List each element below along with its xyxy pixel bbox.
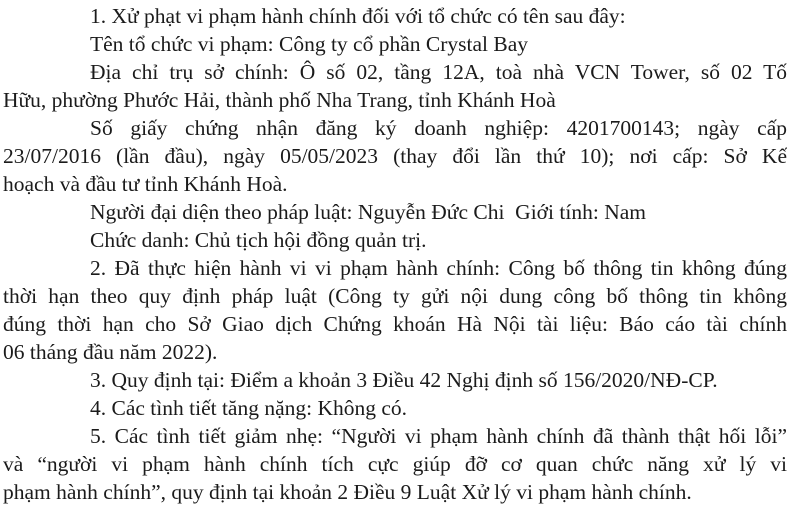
text-line-item-5-3: phạm hành chính”, quy định tại khoản 2 Điều 9 Luật Xử lý vi phạm hành chính. (3, 480, 692, 504)
text-line-registration-2: 23/07/2016 (lần đầu), ngày 05/05/2023 (thay đổi lần thứ 10); nơi cấp: Sở Kế (3, 144, 787, 168)
text-line-registration-1: Số giấy chứng nhận đăng ký doanh nghiệp: 4201700143; ngày cấp (90, 116, 787, 140)
text-line-position: Chức danh: Chủ tịch hội đồng quản trị. (90, 228, 427, 252)
text-line-item-2-1: 2. Đã thực hiện hành vi vi phạm hành chính: Công bố thông tin không đúng (90, 256, 787, 280)
text-line-item-4: 4. Các tình tiết tăng nặng: Không có. (90, 396, 408, 420)
text-line-item-5-1: 5. Các tình tiết giảm nhẹ: “Người vi phạm hành chính đã thành thật hối lỗi” (90, 424, 787, 448)
text-line-organization-name: Tên tổ chức vi phạm: Công ty cổ phần Crystal Bay (90, 32, 528, 56)
text-line-item-2-2: thời hạn theo quy định pháp luật (Công ty gửi nội dung công bố thông tin không (3, 284, 787, 308)
text-line-item-2-3: đúng thời hạn cho Sở Giao dịch Chứng khoán Hà Nội tài liệu: Báo cáo tài chính (3, 312, 787, 336)
text-line-item-5-2: và “người vi phạm hành chính tích cực giúp đỡ cơ quan chức năng xử lý vi (3, 452, 787, 476)
text-line-address-1: Địa chỉ trụ sở chính: Ô số 02, tầng 12A, toà nhà VCN Tower, số 02 Tố (90, 60, 787, 84)
text-line-legal-representative: Người đại diện theo pháp luật: Nguyễn Đức Chi Giới tính: Nam (90, 200, 646, 224)
text-line-registration-3: hoạch và đầu tư tỉnh Khánh Hoà. (3, 172, 288, 196)
text-line-item-3: 3. Quy định tại: Điểm a khoản 3 Điều 42 Nghị định số 156/2020/NĐ-CP. (90, 368, 718, 392)
text-line-item-2-4: 06 tháng đầu năm 2022). (3, 340, 218, 364)
text-line-address-2: Hữu, phường Phước Hải, thành phố Nha Trang, tỉnh Khánh Hoà (3, 88, 556, 112)
text-line-item-1-heading: 1. Xử phạt vi phạm hành chính đối với tổ chức có tên sau đây: (90, 4, 626, 28)
